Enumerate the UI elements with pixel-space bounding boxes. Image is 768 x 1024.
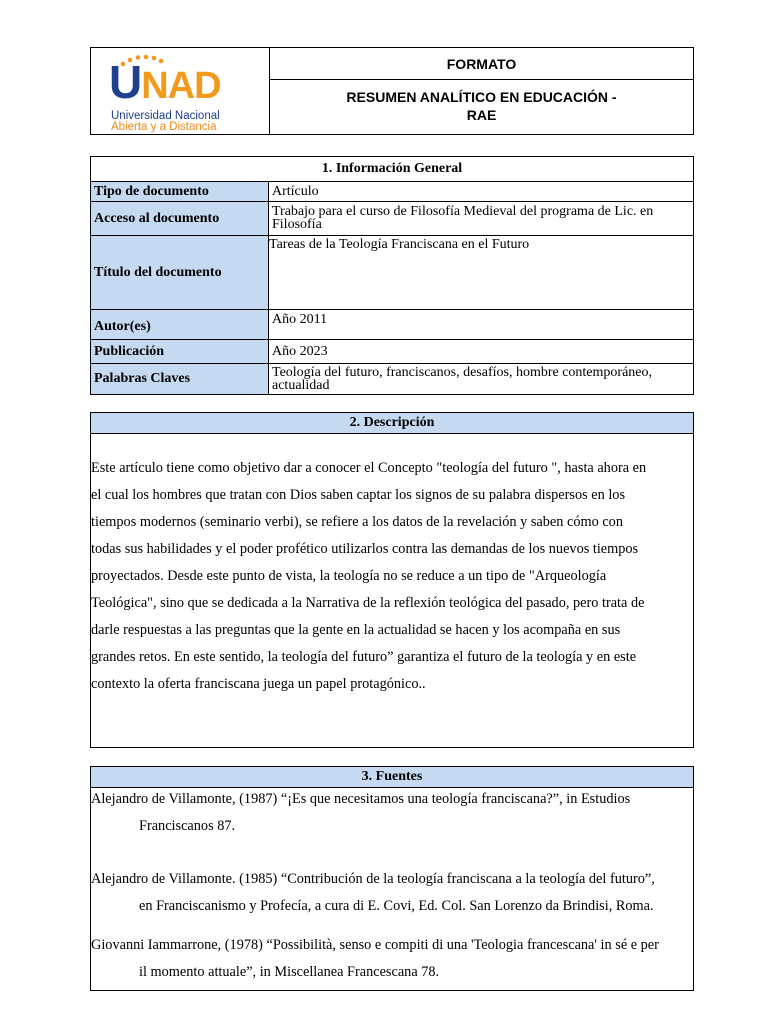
document-title-line-2: RAE bbox=[466, 107, 497, 123]
document-title bbox=[270, 88, 693, 124]
sources-table bbox=[90, 766, 694, 991]
row-value: Tareas de la Teología Franciscana en el Futuro bbox=[269, 237, 530, 252]
description-text: Este artículo tiene como objetivo dar a conocer el Concepto "teología del futuro ", hasta ahora en el cual los hombres que tratan con Dios saben captar los signos de su palabra dispersos en los tiempos modernos (seminario verbi), se refiere a los datos de la revelación y saben cómo con todas sus habilidades y el poder profético utilizarlos contra las demandas de los nuevos tiempos proyectados. Desde este punto de vista, la teología no se reduce a un tipo de "Arqueología Teológica", sino que se dedicada a la Narrativa de la reflexión teológica del pasado, pero trata de darle respuestas a las preguntas que la gente en la actualidad se hacen y los acompaña en sus grandes retos. En este sentido, la teología del futuro” garantiza el futuro de la teología y en este contexto la oferta franciscana juega un papel protagónico.. bbox=[91, 460, 647, 692]
logo-cell bbox=[91, 48, 270, 134]
description-title: 2. Descripción bbox=[91, 413, 693, 434]
logo-line-1: Universidad Nacional bbox=[111, 110, 220, 122]
list-item: Giovanni Iammarrone, (1978) “Possibilità, senso e compiti di una 'Teologia francescana' in sé e per il momento attuale”, in Miscellanea Francescana 78. bbox=[91, 937, 659, 980]
unad-logo bbox=[109, 54, 259, 132]
row-label: Palabras Claves bbox=[91, 364, 269, 394]
table-row bbox=[91, 182, 693, 202]
table-row bbox=[91, 340, 693, 364]
list-item: Alejandro de Villamonte. (1985) “Contribución de la teología franciscana a la teología del futuro”, en Franciscanismo y Profecía, a cura di E. Covi, Ed. Col. San Lorenzo da Brindisi, Roma. bbox=[91, 871, 655, 914]
table-row bbox=[91, 364, 693, 394]
list-item: Alejandro de Villamonte, (1987) “¡Es que necesitamos una teología franciscana?”, in Estudios Franciscanos 87. bbox=[91, 791, 631, 834]
table-row bbox=[91, 310, 693, 340]
row-label: Publicación bbox=[91, 340, 269, 363]
table-row bbox=[91, 202, 693, 236]
row-label: Tipo de documento bbox=[91, 182, 269, 201]
description-table bbox=[90, 412, 694, 748]
general-info-table bbox=[90, 156, 694, 395]
format-label: FORMATO bbox=[270, 48, 693, 80]
table-row bbox=[91, 236, 693, 310]
general-info-title: 1. Información General bbox=[91, 157, 693, 182]
row-value: Artículo bbox=[272, 184, 319, 199]
logo-wordmark: UNAD bbox=[109, 56, 221, 108]
row-value: Teología del futuro, franciscanos, desafíos, hombre contemporáneo, actualidad bbox=[272, 365, 653, 393]
row-label: Acceso al documento bbox=[91, 202, 269, 235]
row-value: Trabajo para el curso de Filosofía Medieval del programa de Lic. en Filosofía bbox=[272, 204, 654, 232]
row-value: Año 2023 bbox=[272, 344, 328, 359]
row-label: Autor(es) bbox=[91, 310, 269, 339]
row-value: Año 2011 bbox=[272, 312, 328, 327]
title-cell bbox=[270, 48, 693, 134]
document-title-line-1: RESUMEN ANALÍTICO EN EDUCACIÓN - bbox=[346, 89, 617, 105]
row-label: Título del documento bbox=[91, 236, 269, 309]
sources-title: 3. Fuentes bbox=[91, 767, 693, 788]
document-header bbox=[90, 47, 694, 135]
logo-line-2: Abierta y a Distancia bbox=[111, 121, 217, 133]
